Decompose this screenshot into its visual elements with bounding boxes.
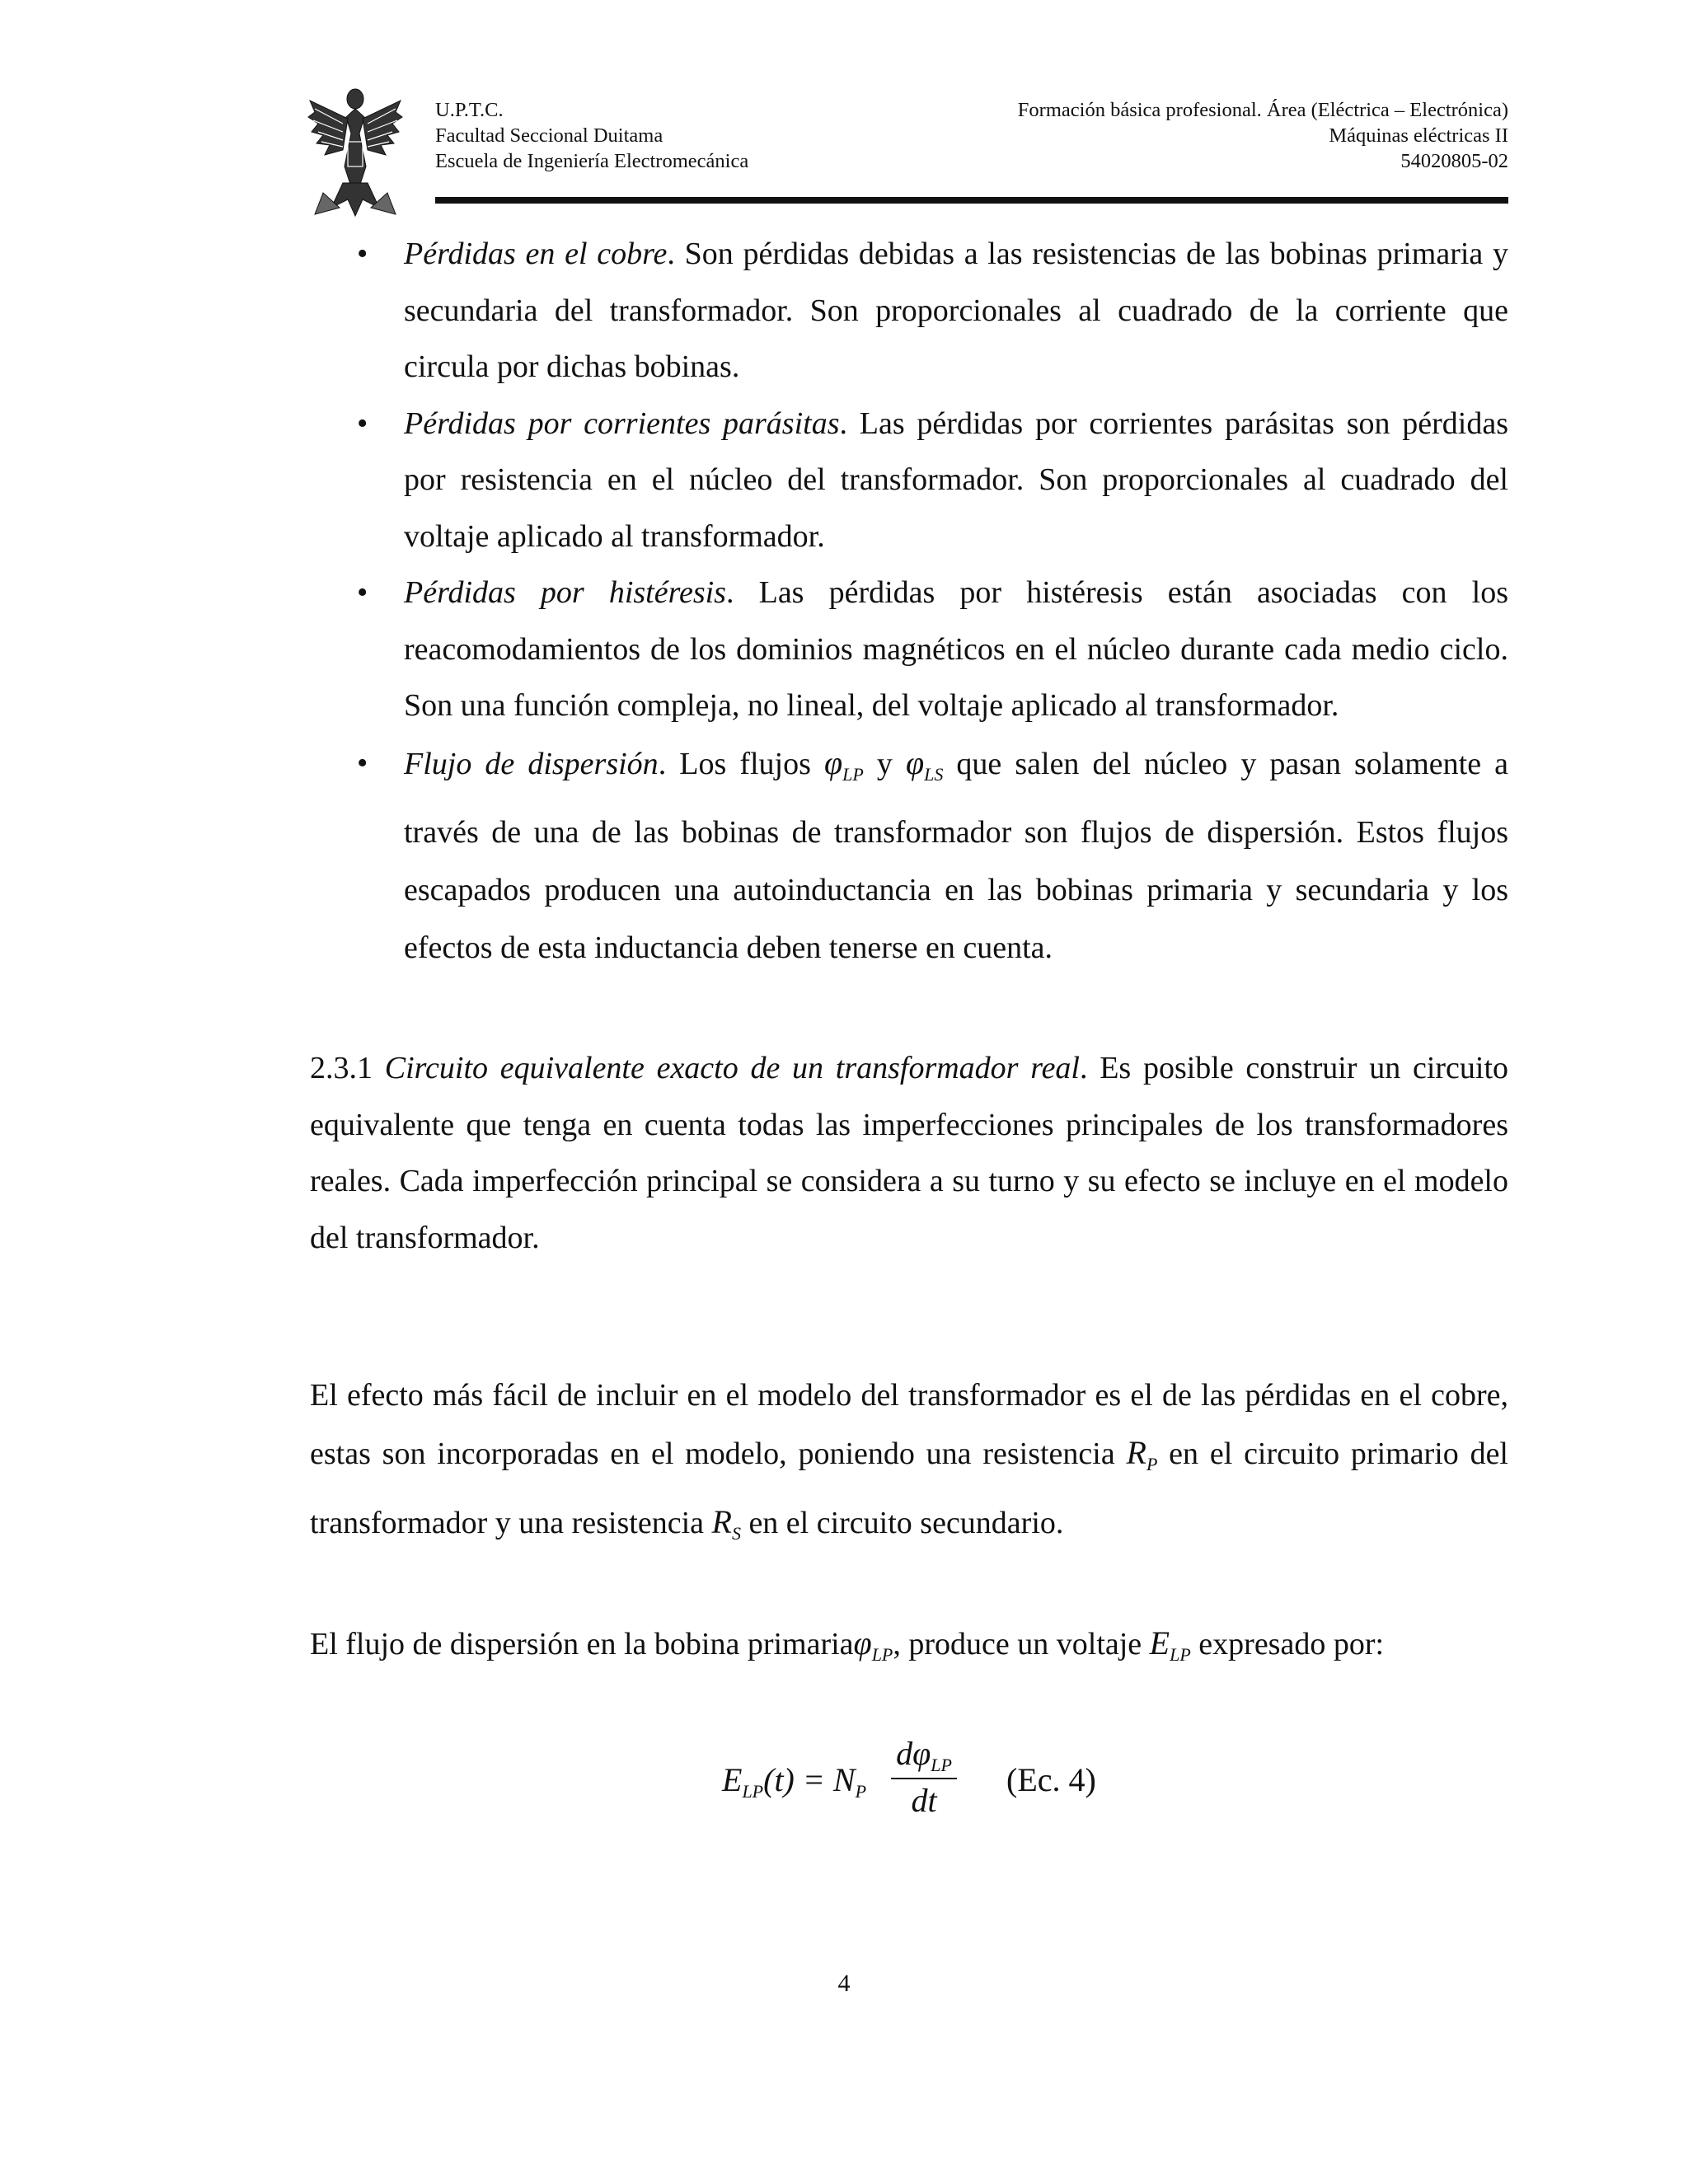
paragraph-text: , produce un voltaje bbox=[893, 1627, 1150, 1661]
equation-n-symbol: N bbox=[832, 1761, 856, 1798]
equation-e-subscript: LP bbox=[742, 1781, 764, 1802]
list-item-title: Pérdidas en el cobre bbox=[404, 237, 668, 271]
list-item bbox=[357, 396, 1508, 565]
section-number: 2.3.1 bbox=[310, 1051, 385, 1085]
equation-denominator: dt bbox=[911, 1782, 937, 1819]
phi-lp-subscript: LP bbox=[871, 1644, 893, 1665]
header-code: 54020805-02 bbox=[1400, 150, 1508, 172]
section-paragraph bbox=[310, 1040, 1508, 1266]
phi-ls-symbol: φ bbox=[905, 743, 925, 781]
phi-lp-subscript: LP bbox=[842, 763, 864, 785]
equation-e-symbol: E bbox=[722, 1761, 743, 1798]
losses-list bbox=[357, 226, 1509, 977]
header-left bbox=[435, 97, 748, 174]
paragraph-text: en el circuito primario del transformador y una resistencia bbox=[310, 1436, 1508, 1540]
numerator-subscript: LP bbox=[931, 1755, 952, 1775]
list-item-text: . Las pérdidas por corrientes parásitas son pérdidas por resistencia en el núcleo del transformador. Son proporcionales al cuadrado del voltaje aplicado al transformador. bbox=[404, 405, 1508, 554]
section-text: . Es posible construir un circuito equivalente que tenga en cuenta todas las imperfecciones principales de los transformadores reales. Cada imperfección principal se considera a su turno y su efecto se incluye en el modelo del transformador. bbox=[310, 1051, 1509, 1255]
equation-label: (Ec. 4) bbox=[1006, 1761, 1096, 1798]
list-item bbox=[357, 565, 1508, 734]
bullet-dot: • bbox=[357, 405, 368, 441]
copper-loss-paragraph bbox=[310, 1366, 1508, 1563]
equation-4 bbox=[722, 1731, 1184, 1830]
list-item-text: . Los flujos bbox=[658, 746, 824, 781]
rs-subscript: S bbox=[731, 1523, 741, 1544]
elp-subscript: LP bbox=[1170, 1644, 1191, 1665]
bullet-dot: • bbox=[357, 575, 368, 610]
list-item bbox=[357, 734, 1509, 977]
list-item bbox=[357, 226, 1509, 396]
bullet-dot: • bbox=[357, 745, 368, 780]
list-item-text: y bbox=[863, 746, 906, 781]
header-right bbox=[1018, 97, 1508, 174]
paragraph-text: El efecto más fácil de incluir en el modelo del transformador es el de las pérdidas en el cobre, estas son incorporadas en el modelo, poniendo una resistencia bbox=[310, 1378, 1508, 1471]
leakage-flux-paragraph bbox=[310, 1615, 1508, 1684]
equation-fraction bbox=[891, 1734, 957, 1820]
list-item-text: que salen del núcleo y pasan solamente a través de una de las bobinas de transformador son flujos de dispersión. Estos flujos escapados producen una autoinductancia en las bobinas primaria y secundaria y los efectos de esta inductancia deben tenerse en cuenta. bbox=[404, 746, 1509, 965]
list-item-text: . Las pérdidas por histéresis están asociadas con los reacomodamientos de los dominios magnéticos en el núcleo durante cada medio ciclo. Son una función compleja, no lineal, del voltaje aplicado al transformador. bbox=[404, 575, 1508, 723]
paragraph-text: en el circuito secundario. bbox=[740, 1506, 1064, 1540]
header-faculty: Facultad Seccional Duitama bbox=[435, 124, 663, 147]
paragraph-text: El flujo de dispersión en la bobina primaria bbox=[310, 1627, 854, 1661]
bullet-dot: • bbox=[357, 237, 368, 271]
university-eagle-logo bbox=[307, 84, 404, 221]
list-item-title: Pérdidas por corrientes parásitas bbox=[404, 405, 840, 441]
section-title: Circuito equivalente exacto de un transformador real bbox=[384, 1051, 1080, 1085]
phi-ls-subscript: LS bbox=[924, 763, 944, 785]
list-item-text: . Son pérdidas debidas a las resistencias de las bobinas primaria y secundaria del transformador. Son proporcionales al cuadrado de la corriente que circula por dichas bobinas. bbox=[404, 237, 1509, 384]
equation-n-subscript: P bbox=[855, 1781, 867, 1802]
phi-lp-symbol: φ bbox=[853, 1624, 872, 1661]
page-number: 4 bbox=[837, 1970, 851, 1997]
header-area: Formación básica profesional. Área (Eléctrica – Electrónica) bbox=[1017, 99, 1508, 121]
header-school: Escuela de Ingeniería Electromecánica bbox=[435, 150, 749, 172]
rp-symbol: R bbox=[1126, 1434, 1146, 1471]
list-item-title: Flujo de dispersión bbox=[404, 746, 659, 781]
numerator-text: dφ bbox=[896, 1735, 931, 1772]
header-university: U.P.T.C. bbox=[435, 99, 504, 121]
rs-symbol: R bbox=[711, 1503, 732, 1540]
rp-subscript: P bbox=[1146, 1454, 1158, 1474]
header-course: Máquinas eléctricas II bbox=[1329, 124, 1508, 147]
equation-lhs bbox=[722, 1760, 866, 1802]
list-item-title: Pérdidas por histéresis bbox=[404, 575, 726, 610]
phi-lp-symbol: φ bbox=[823, 743, 843, 781]
equation-argument: (t) = bbox=[763, 1761, 833, 1798]
header-rule bbox=[435, 197, 1508, 204]
paragraph-text: expresado por: bbox=[1190, 1627, 1385, 1661]
equation-numerator bbox=[891, 1734, 957, 1779]
elp-symbol: E bbox=[1149, 1624, 1170, 1661]
